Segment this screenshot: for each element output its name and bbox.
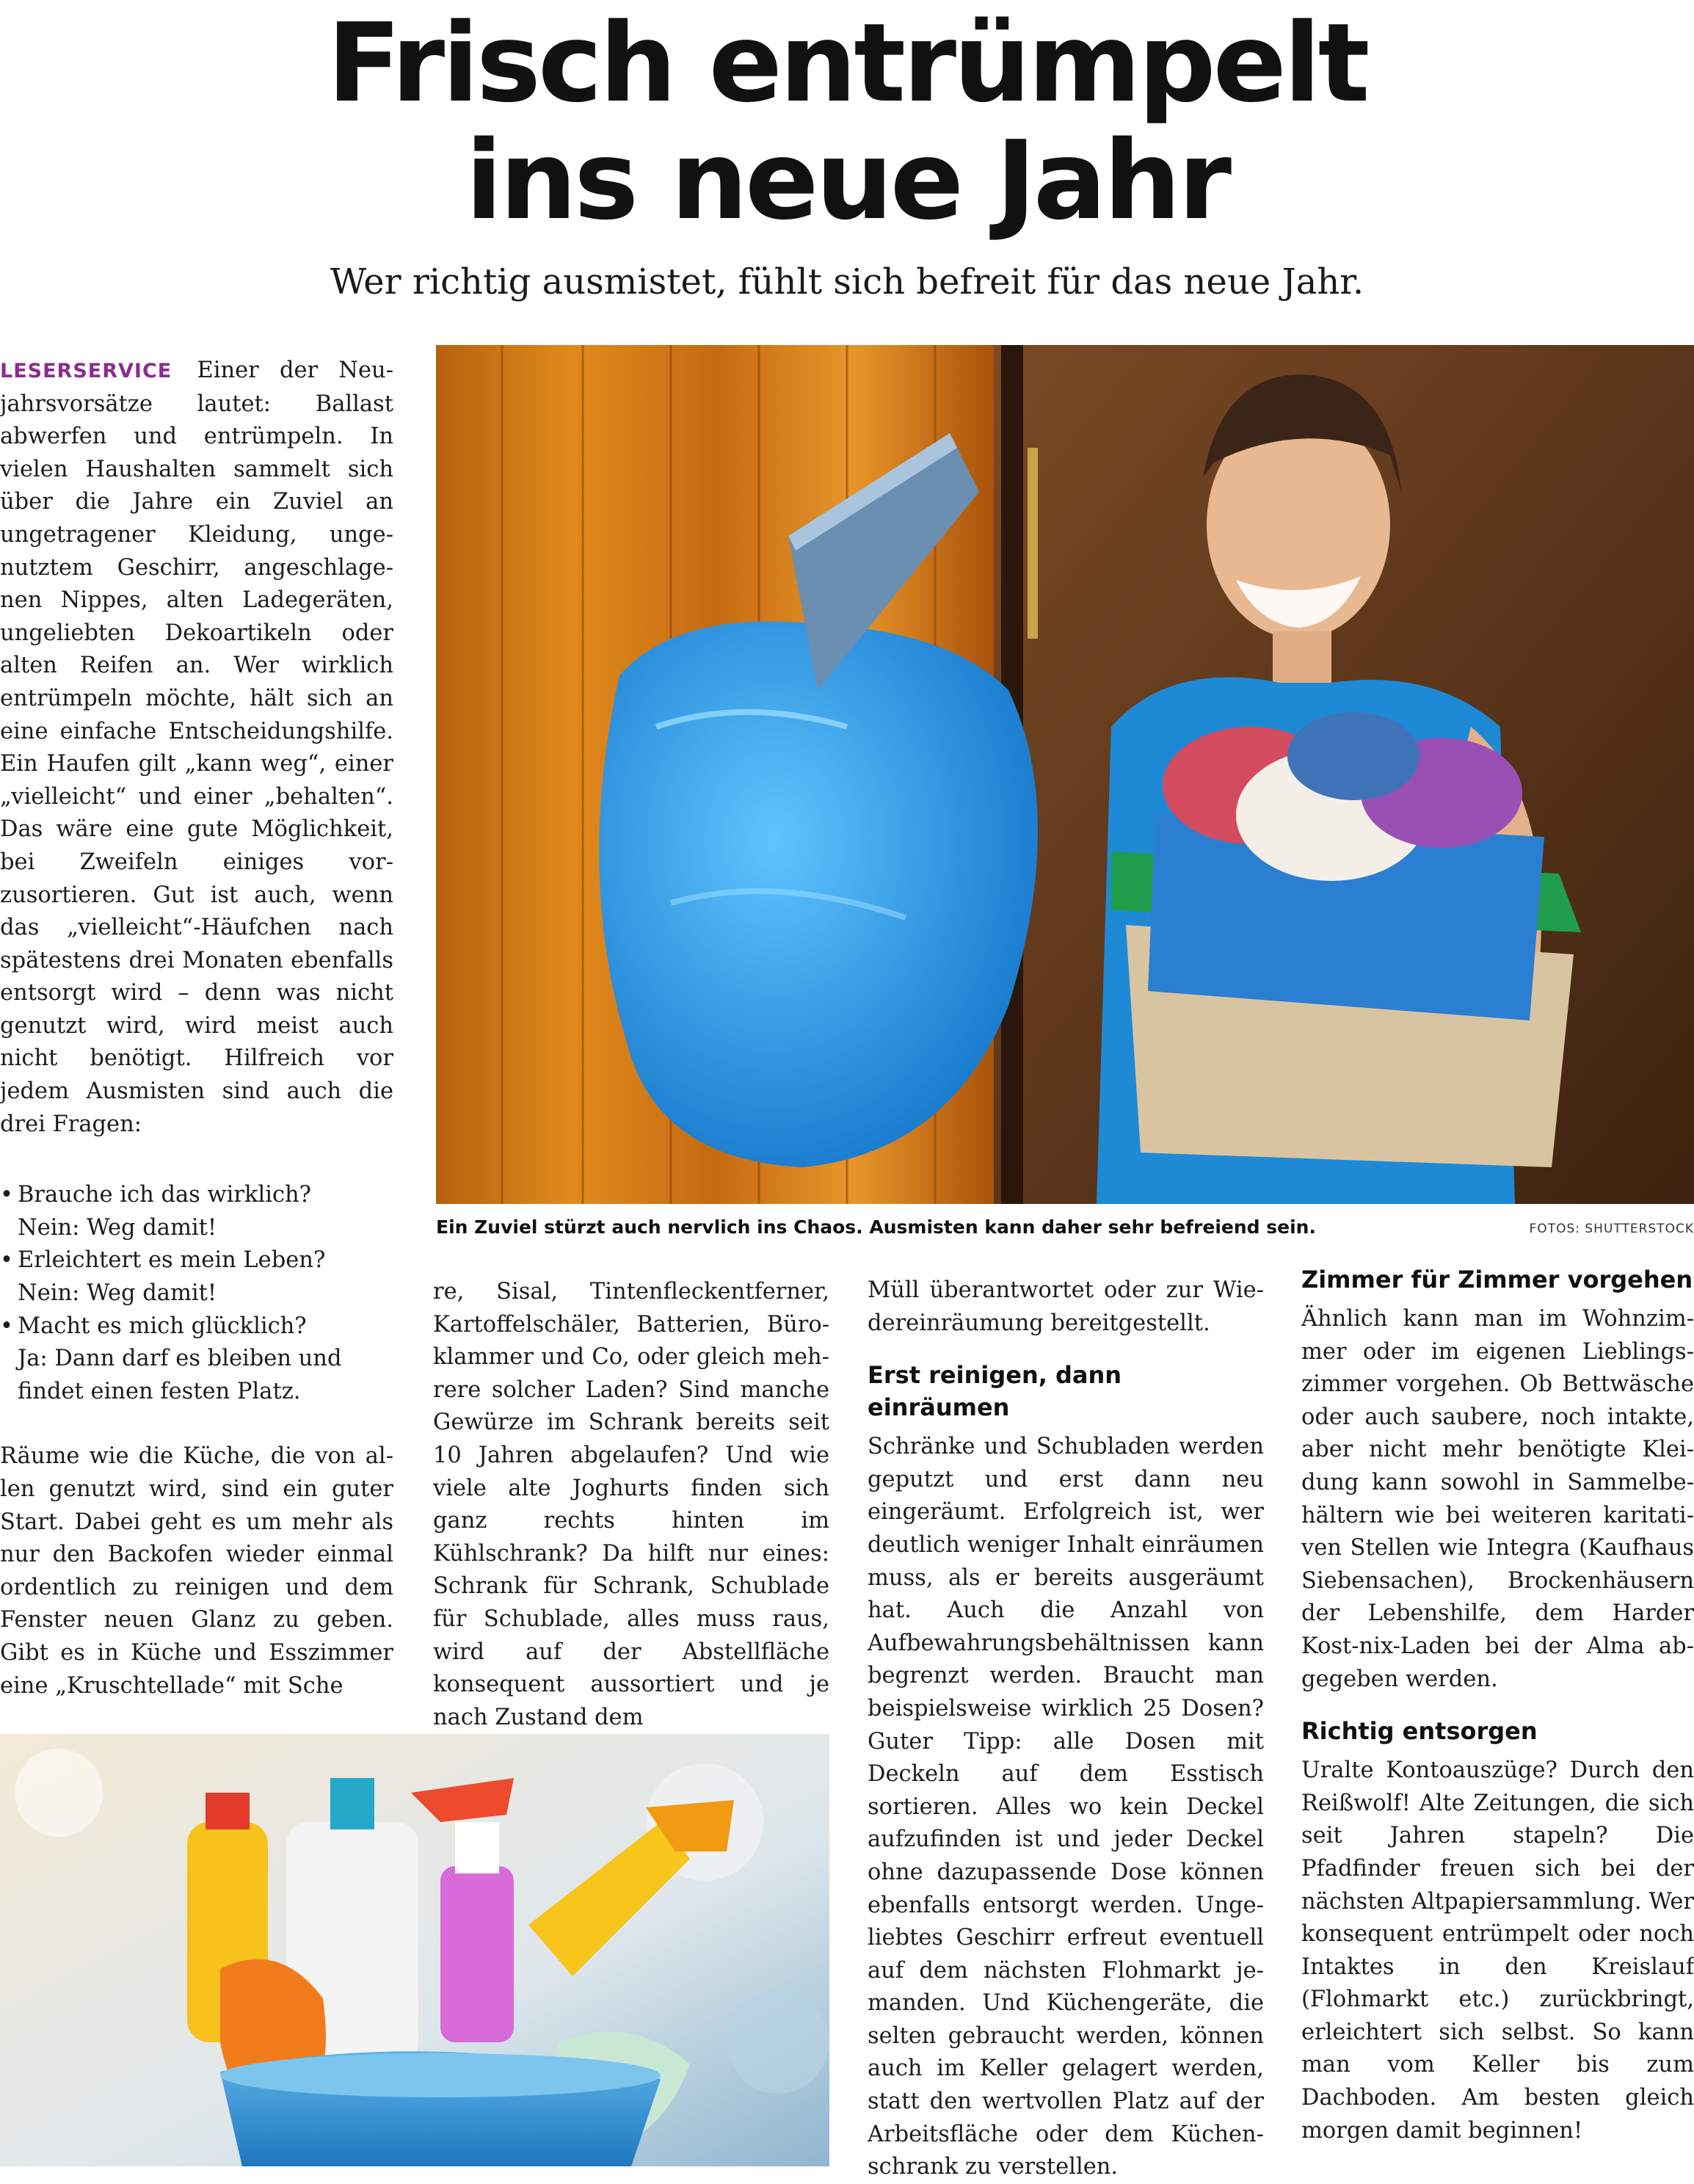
- answer-text: Ja: Dann darf es bleiben und findet einen festen Platz.: [18, 1346, 342, 1404]
- cleaning-photo: [0, 1734, 829, 2166]
- subheading-clean: Erst reinigen, dann einräumen: [868, 1361, 1122, 1422]
- column-4: [1301, 1263, 1694, 2147]
- subheading-dispose: Richtig entsorgen: [1301, 1717, 1538, 1746]
- kicker: LESERSERVICE: [0, 360, 172, 382]
- column-3: [868, 1274, 1264, 2184]
- rooms-paragraph: Ähnlich kann man im Wohnzimmer oder im eigenen Lieblingszimmer vorgehen. Ob Bettwäsche oder auch saubere, noch intakte, aber nicht mehr benötigte Kleidung kann sowohl in Sammelbehältern wie bei weiteren karitativen Stellen wie Integra (Kaufhaus Siebensachen), Brockenhäusern der Lebenshilfe, dem Harder Kost-nix-Laden bei der Alma abgegeben werden.: [1301, 1306, 1694, 1692]
- question-text: • Brauche ich das wirklich?: [18, 1182, 312, 1208]
- questions-list: [0, 1179, 393, 1408]
- column-1: [0, 355, 393, 1702]
- photo-caption: [436, 1213, 1694, 1242]
- photo-credit: FOTOS: SHUTTERSTOCK: [1529, 1222, 1694, 1236]
- caption-text: Ein Zuviel stürzt auch nervlich ins Chaos. Ausmisten kann daher sehr befreiend sein.: [436, 1216, 1316, 1238]
- headline: [0, 0, 1694, 244]
- dispose-paragraph: Uralte Kontoauszüge? Durch den Reißwolf! Alte Zeitungen, die sich seit Jahren stapeln? Die Pfadfinder freuen sich bei der nächsten Altpapiersammlung. Wer konsequent entrümpelt oder noch Intaktes in den Kreislauf (Flohmarkt etc.) zurückbringt, erleichtert sich selbst. So kann man vom Keller bis zum Dachboden. Am besten gleich morgen damit beginnen!: [1301, 1757, 1694, 2144]
- column-3-start-paragraph: Müll überantwortet oder zur Wiedereinräumung bereitgestellt.: [868, 1277, 1264, 1336]
- question-item: [0, 1310, 393, 1409]
- question-item: [0, 1244, 393, 1310]
- intro-text: Einer der Neujahrsvorsätze lautet: Ballast abwerfen und entrümpeln. In vielen Haushalten sammelt sich über die Jahre ein Zuviel an ungetragener Kleidung, ungenutztem Geschirr, angeschlagenen Nippes, alten Ladegeräten, ungeliebten Dekoartikeln oder alten Reifen an. Wer wirklich entrümpeln möchte, hält sich an eine einfache Entscheidungshilfe. Ein Haufen gilt „kann weg“, einer „vielleicht“ und einer „behalten“. Das wäre eine gute Möglichkeit, bei Zweifeln einiges vorzusortieren. Gut ist auch, wenn das „vielleicht“-Häufchen nach spätestens drei Monaten ebenfalls entsorgt wird – denn was nicht genutzt wird, wird meist auch nicht benötigt. Hilfreich vor jedem Ausmisten sind auch die drei Fragen:: [0, 358, 393, 1137]
- clean-paragraph: Schränke und Schubladen werden geputzt und erst dann neu eingeräumt. Erfolgreich ist, wer deutlich weniger Inhalt einräumen muss, als er bereits ausgeräumt hat. Auch die Anzahl von Aufbewahrungsbehältnissen kann begrenzt werden. Braucht man beispielsweise wirklich 25 Dosen? Guter Tipp: alle Dosen mit Deckeln auf dem Esstisch sortieren. Alles wo kein Deckel aufzufinden ist und jeder Deckel ohne dazupassende Dose können ebenfalls entsorgt werden. Ungeliebtes Geschirr erfreut eventuell auf dem nächsten Flohmarkt jemanden. Und Küchengeräte, die selten gebraucht werden, können auch im Keller gelagert werden, statt den wertvollen Platz auf der Arbeitsfläche oder dem Küchenschrank zu verstellen.: [868, 1434, 1264, 2180]
- subheadline: Wer richtig ausmistet, fühlt sich befreit für das neue Jahr.: [330, 261, 1364, 302]
- question-text: • Erleichtert es mein Leben?: [18, 1247, 326, 1274]
- subheading-rooms: Zimmer für Zimmer vorgehen: [1301, 1266, 1693, 1294]
- intro-paragraph: [0, 355, 393, 1141]
- main-photo: [436, 345, 1694, 1204]
- headline-line-1: Frisch entrümpelt: [327, 0, 1367, 126]
- answer-text: Nein: Weg damit!: [18, 1280, 217, 1307]
- headline-line-2: ins neue Jahr: [465, 117, 1229, 244]
- column-2: [433, 1276, 829, 1734]
- kitchen-paragraph: Räume wie die Küche, die von allen genutzt wird, sind ein guter Start. Dabei geht es um mehr als nur den Backofen wieder einmal ordentlich zu reinigen und dem Fenster neuen Glanz zu geben. Gibt es in Küche und Esszimmer eine „Kruschtellade“ mit Sche: [0, 1443, 393, 1699]
- column-2-paragraph: re, Sisal, Tintenfleckentferner, Kartoffelschäler, Batterien, Büroklammer und Co, oder gleich mehrere solcher Laden? Sind manche Gewürze im Schrank bereits seit 10 Jahren abgelaufen? Und wie viele alte Joghurts finden sich ganz rechts hinten im Kühlschrank? Da hilft nur eines: Schrank für Schrank, Schublade für Schublade, alles muss raus, wird auf der Abstellfläche konsequent aussortiert und je nach Zustand dem: [433, 1279, 829, 1730]
- question-text: • Macht es mich glücklich?: [18, 1313, 307, 1339]
- answer-text: Nein: Weg damit!: [18, 1214, 217, 1241]
- question-item: [0, 1179, 393, 1244]
